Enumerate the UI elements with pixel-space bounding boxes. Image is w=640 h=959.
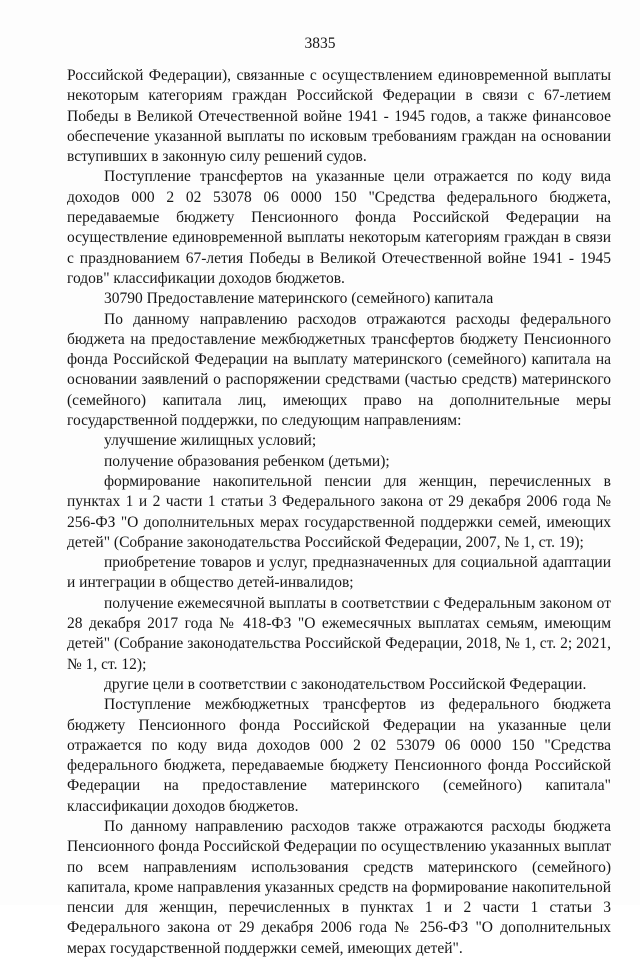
list-item-monthly-payment: получение ежемесячной выплаты в соответствии с Федеральным законом от 28 декабря 2017 года № 418-ФЗ "О ежемесячных выплатах семьям, имеющим детей" (Собрание законодательства Российской Федерации, 2018, № 1, ст. 2; 2021, № 1, ст. 12);: [67, 594, 611, 673]
section-heading-30790: 30790 Предоставление материнского (семейного) капитала: [104, 290, 494, 308]
list-item-other-purposes: другие цели в соответствии с законодательством Российской Федерации.: [104, 675, 587, 693]
paragraph-expense-direction: По данному направлению расходов отражаются расходы федерального бюджета на предоставление межбюджетных трансфертов бюджету Пенсионного фонда Российской Федерации на выплату материнского (семейного) капитала на основании заявлений о распоряжении средствами (частью средств) материнского (семейного) капитала лиц, имеющих право на дополнительные меры государственной поддержки, по следующим направлениям:: [67, 310, 611, 430]
list-item-pension: формирование накопительной пенсии для женщин, перечисленных в пунктах 1 и 2 части 1 статьи 3 Федерального закона от 29 декабря 2006 года № 256-ФЗ "О дополнительных мерах государственной поддержки семей, имеющих детей" (Собрание законодательства Российской Федерации, 2007, № 1, ст. 19);: [67, 472, 611, 551]
list-item-education: получение образования ребенком (детьми);: [104, 452, 390, 470]
paragraph-pfr-expenses: По данному направлению расходов также отражаются расходы бюджета Пенсионного фонда Российской Федерации по осуществлению указанных выплат по всем направлениям использования средств материнского (семейного) капитала, кроме направления указанных средств на формирование накопительной пенсии для женщин, перечисленных в пунктах 1 и 2 части 1 статьи 3 Федерального закона от 29 декабря 2006 года № 256-ФЗ "О дополнительных мерах государственной поддержки семей, имеющих детей".: [67, 817, 611, 957]
paragraph-transfer-income-code: Поступление трансфертов на указанные цели отражается по коду вида доходов 000 2 02 53078 06 0000 150 "Средства федерального бюджета, передаваемые бюджету Пенсионного фонда Российской Федерации на осуществление единовременной выплаты некоторым категориям граждан в связи с празднованием 67-летия Победы в Великой Отечественной войне 1941 - 1945 годов" классификации доходов бюджетов.: [67, 168, 611, 287]
paragraph-interbudget-income-code: Поступление межбюджетных трансфертов из федерального бюджета бюджету Пенсионного фонда Российской Федерации на указанные цели отражается по коду вида доходов 000 2 02 53079 06 0000 150 "Средства федерального бюджета, передаваемые бюджету Пенсионного фонда Российской Федерации на предоставление материнского (семейного) капитала" классификации доходов бюджетов.: [67, 696, 611, 815]
document-body: [67, 66, 611, 959]
paragraph-continuation: Российской Федерации), связанные с осуществлением единовременной выплаты некоторым категориям граждан Российской Федерации в связи с 67-летием Победы в Великой Отечественной войне 1941 - 1945 годов, а также финансовое обеспечение указанной выплаты по исковым требованиям граждан на основании вступивших в законную силу решений судов.: [67, 67, 611, 166]
list-item-disabled-children: приобретение товаров и услуг, предназначенных для социальной адаптации и интеграции в общество детей-инвалидов;: [67, 554, 611, 592]
page-number: 3835: [304, 35, 336, 52]
list-item-housing: улучшение жилищных условий;: [104, 432, 317, 450]
